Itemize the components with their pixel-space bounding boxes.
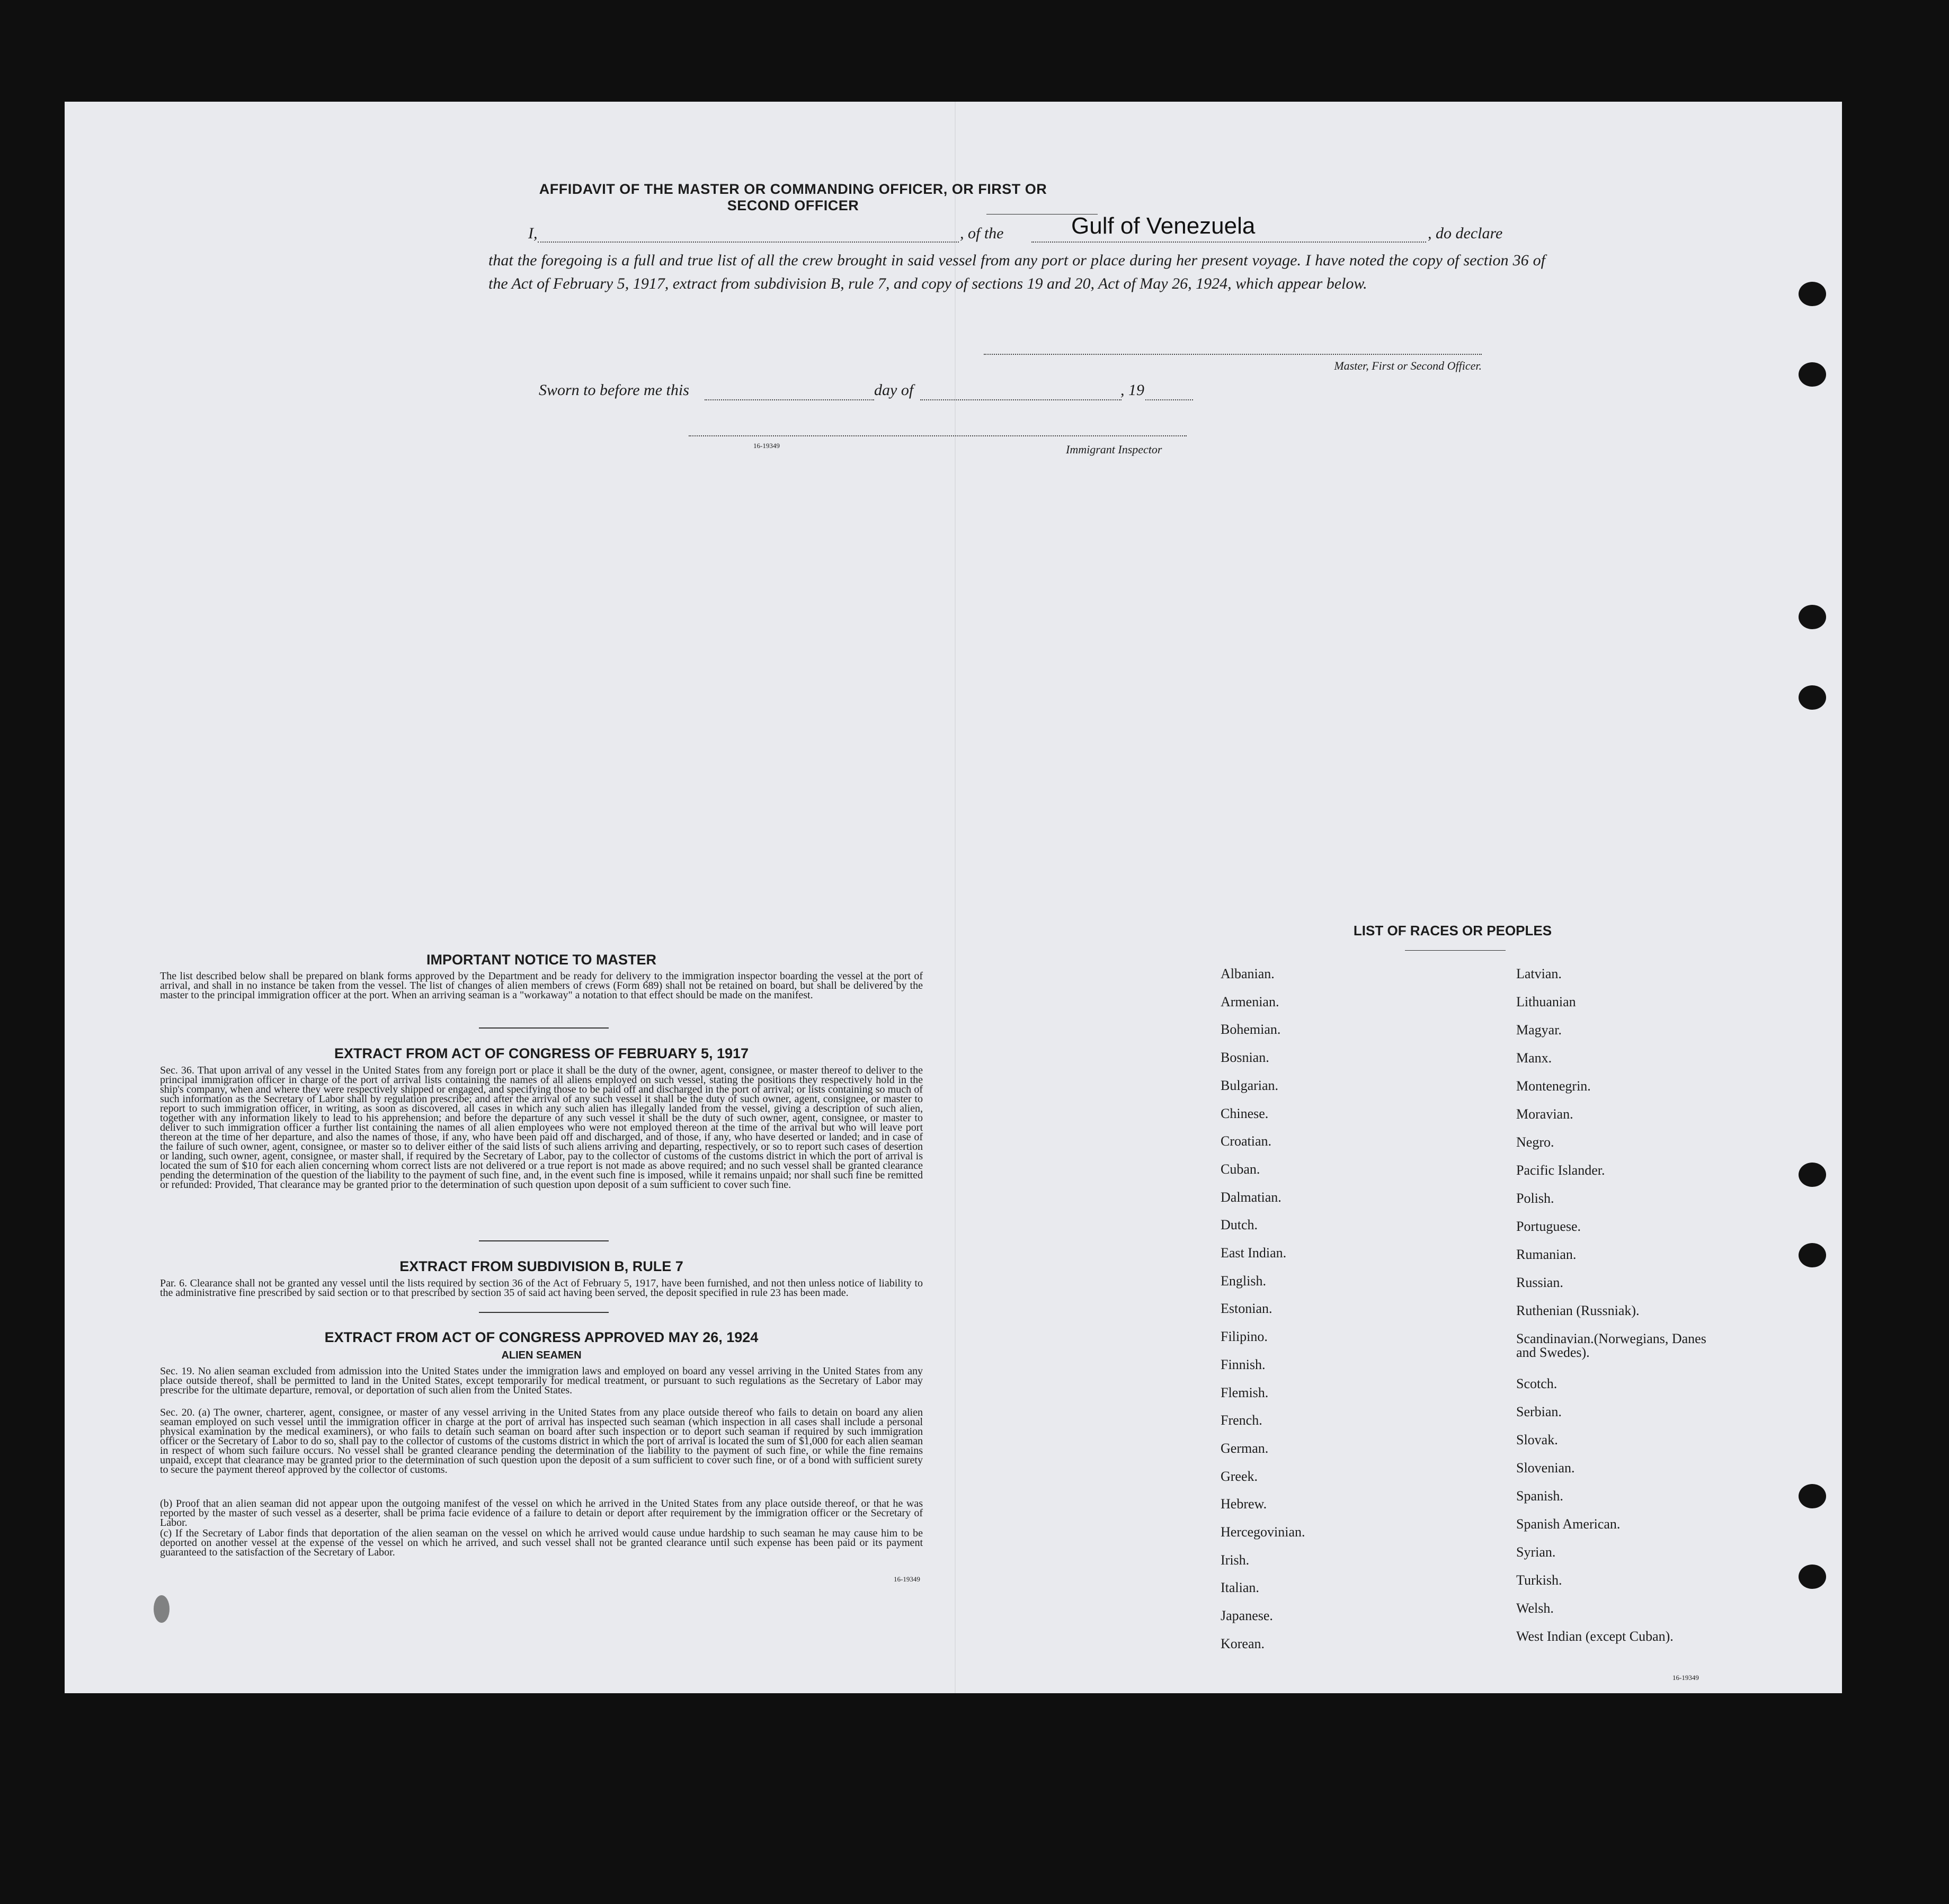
race-item: Syrian. [1516, 1544, 1556, 1560]
extract-1924-sec20b: (b) Proof that an alien seaman did not appear upon the outgoing manifest of the vessel on which he arrived in the United States from any place outside thereof, or that he was reported by the master of such vessel as a deserter, shall be prima facie evidence of a failure to detain or deport after requirement by the immigration officer or the Secretary of Labor. [160, 1498, 923, 1528]
signer-label: Master, First or Second Officer. [1334, 359, 1482, 372]
section-divider [479, 1312, 609, 1313]
race-item: Bohemian. [1221, 1022, 1281, 1038]
race-item: Negro. [1516, 1134, 1554, 1150]
notice-text: The list described below shall be prepared on blank forms approved by the Department and be ready for delivery to the immigration inspector boarding the vessel at the port of arrival, and shall in no instance be taken from the vessel. The list of changes of alien members of crews (Form 689) shall not be retained on board, but shall be delivered by the master to the principal immigration officer at the port. When an arriving seaman is a "workaway" a notation to that effect should be made on the manifest. [160, 970, 923, 1001]
race-item: Irish. [1221, 1552, 1250, 1568]
sworn-day-blank[interactable] [705, 399, 874, 400]
punch-hole [1799, 1565, 1826, 1589]
race-item: Dalmatian. [1221, 1189, 1281, 1205]
race-item: Hebrew. [1221, 1496, 1267, 1512]
race-item: Montenegrin. [1516, 1078, 1591, 1094]
race-item: Russian. [1516, 1275, 1563, 1290]
race-item: Welsh. [1516, 1601, 1554, 1616]
sworn-day-label: day of [874, 381, 914, 399]
form-number: 16-19349 [894, 1575, 920, 1583]
race-item: Latvian. [1516, 966, 1562, 981]
race-item: Moravian. [1516, 1106, 1573, 1122]
race-item: German. [1221, 1440, 1269, 1456]
race-item: Bosnian. [1221, 1050, 1269, 1066]
race-item: Hercegovinian. [1221, 1524, 1305, 1540]
vessel-blank[interactable] [1031, 242, 1426, 243]
races-title: LIST OF RACES OR PEOPLES [1353, 923, 1552, 938]
race-item: Albanian. [1221, 966, 1275, 981]
race-item: Flemish. [1221, 1384, 1269, 1400]
label-do-declare: , do declare [1428, 225, 1503, 242]
race-item: Rumanian. [1516, 1247, 1577, 1262]
extract-1924-sec20a: Sec. 20. (a) The owner, charterer, agent, consignee, or master of any vessel arriving in the United States from any place outside thereof who fails to detain on board any alien seaman employed on such vessel until the immigration officer in charge at the port of arrival has inspected such seaman (which inspection in all cases shall include a personal physical examination by the medical examiners), or who fails to detain such seaman on board after such inspection or to deport such seaman if required by such immigration officer or the Secretary of Labor to do so, shall pay to the collector of customs of the customs district in which the port of arrival is located the sum of $1,000 for each alien seaman in respect of whom such failure occurs. No vessel shall be granted clearance pending the determination of the liability to the payment of such fine, or while the fine remains unpaid, except that clearance may be granted prior to the determination of such question upon the deposit of a sum sufficient to cover such fine, or of a bond with sufficient surety to secure the payment thereof approved by the collector of customs. [160, 1407, 923, 1476]
punch-hole [1799, 685, 1826, 710]
notice-title: IMPORTANT NOTICE TO MASTER [426, 952, 656, 968]
race-item: Estonian. [1221, 1301, 1272, 1317]
race-item: Bulgarian. [1221, 1077, 1279, 1093]
extract-1924-sec20c: (c) If the Secretary of Labor finds that deportation of the alien seaman on the vessel on which he arrived would cause undue hardship to such seaman he may cause him to be deported on another vessel at the expense of the vessel on which he arrived, and such vessel shall not be granted clearance until such expense has been paid or its payment guaranteed to the satisfaction of the Secretary of Labor. [160, 1527, 923, 1558]
form-number: 16-19349 [1672, 1674, 1699, 1682]
race-item: Scotch. [1516, 1376, 1558, 1391]
extract-1924-sec19: Sec. 19. No alien seaman excluded from admission into the United States under the immigration laws and employed on board any vessel arriving in the United States from any place outside thereof, shall be permitted to land in the United States, except temporarily for medical treatment, or pursuant to such regulations as the Secretary of Labor may prescribe for the ultimate departure, removal, or deportation of such alien from the United States. [160, 1365, 923, 1396]
race-item: Dutch. [1221, 1217, 1258, 1233]
race-item: West Indian (except Cuban). [1516, 1629, 1674, 1644]
punch-hole [1799, 282, 1826, 306]
sworn-year-label: , 19 [1120, 381, 1144, 399]
extract-1924-title: EXTRACT FROM ACT OF CONGRESS APPROVED MAY 26, 1924 [324, 1329, 759, 1345]
race-item: Magyar. [1516, 1022, 1562, 1038]
race-item: Filipino. [1221, 1329, 1268, 1345]
section-divider [479, 1027, 609, 1029]
inspector-signature-line[interactable] [689, 435, 1187, 436]
race-item: English. [1221, 1273, 1266, 1289]
affidavit-body: that the foregoing is a full and true list of all the crew brought in said vessel from any port or place during her present voyage. I have noted the copy of section 36 of the Act of February 5, 1917, extract from subdivision B, rule 7, and copy of sections 19 and 20, Act of May 26, 1924, which appear below. [488, 252, 1545, 292]
declaration-line [528, 222, 1545, 246]
extract-1917-title: EXTRACT FROM ACT OF CONGRESS OF FEBRUARY 5, 1917 [334, 1045, 749, 1061]
label-of-the: , of the [960, 225, 1004, 242]
race-item: Turkish. [1516, 1572, 1562, 1588]
race-item: Portuguese. [1516, 1219, 1581, 1234]
race-item: Spanish American. [1516, 1516, 1621, 1532]
inspector-label: Immigrant Inspector [1066, 443, 1162, 456]
race-item: Serbian. [1516, 1404, 1562, 1419]
race-item: Croatian. [1221, 1133, 1272, 1149]
race-item: Pacific Islander. [1516, 1163, 1605, 1178]
extract-1924-subtitle: ALIEN SEAMEN [501, 1349, 582, 1361]
page-fold [955, 102, 956, 1693]
punch-hole [1799, 1243, 1826, 1267]
race-item: Italian. [1221, 1580, 1259, 1596]
punch-hole [1799, 1484, 1826, 1508]
race-item: Polish. [1516, 1191, 1554, 1206]
races-title-underline [1405, 950, 1506, 951]
race-item: Slovenian. [1516, 1460, 1575, 1476]
race-item: Cuban. [1221, 1161, 1260, 1177]
sworn-prefix: Sworn to before me this [539, 381, 689, 399]
vessel-name: Gulf of Venezuela [1071, 213, 1256, 239]
race-item: Spanish. [1516, 1488, 1563, 1504]
race-item: Ruthenian (Russniak). [1516, 1303, 1640, 1318]
punch-hole [1799, 605, 1826, 629]
document-page [65, 102, 1842, 1693]
section-divider [479, 1240, 609, 1241]
sworn-month-blank[interactable] [920, 399, 1122, 400]
race-item: Greek. [1221, 1468, 1258, 1484]
race-item: East Indian. [1221, 1245, 1287, 1261]
punch-hole [1799, 1163, 1826, 1187]
race-item: Manx. [1516, 1050, 1552, 1066]
race-item: Chinese. [1221, 1105, 1269, 1121]
affidavit-title: AFFIDAVIT OF THE MASTER OR COMMANDING OFFICER, OR FIRST OR SECOND OFFICER [539, 181, 1047, 213]
ink-smudge [154, 1595, 170, 1623]
race-item: Slovak. [1516, 1432, 1558, 1447]
race-item: Scandinavian.(Norwegians, Danes and Swedes). [1516, 1331, 1706, 1360]
race-item: Japanese. [1221, 1608, 1273, 1624]
name-blank[interactable] [538, 242, 959, 243]
race-item: Korean. [1221, 1635, 1265, 1651]
extract-rule7-title: EXTRACT FROM SUBDIVISION B, RULE 7 [399, 1258, 683, 1274]
extract-rule7-text: Par. 6. Clearance shall not be granted any vessel until the lists required by section 36 of the Act of February 5, 1917, have been furnished, and not then unless notice of liability to the administrative fine prescribed by said section or to that prescribed by section 35 of said act having been served, the deposit specified in rule 23 has been made. [160, 1277, 923, 1299]
form-number: 16-19349 [753, 442, 780, 450]
master-signature-line[interactable] [984, 354, 1482, 355]
extract-1917-text: Sec. 36. That upon arrival of any vessel in the United States from any foreign port or place it shall be the duty of the owner, agent, consignee, or master thereof to deliver to the principal immigration officer in charge of the port of arrival lists containing the names of all aliens employed on such vessel, stating the positions they respectively hold in the ship's company, when and where they were respectively shipped or engaged, and specifying those to be paid off and discharged in the port of arrival; or lists containing so much of such information as the Secretary of Labor shall by regulation prescribe; and after the arrival of any such vessel it shall be the duty of such owner, agent, consignee, or master to report to such immigration officer, in writing, as soon as discovered, all cases in which any such alien has illegally landed from the vessel, giving a description of such alien, together with any information likely to lead to his apprehension; and before the departure of any such vessel it shall be the duty of such owner, agent, consignee, or master to deliver to such immigration officer a further list containing the names of all alien employees who were not employed thereon at the time of the arrival but who will leave port thereon at the time of her departure, and also the names of those, if any, who have been paid off and discharged, and of those, if any, who have deserted or landed; and in case of the failure of such owner, agent, consignee, or master so to deliver either of the said lists of such aliens arriving and departing, respectively, or so to report such cases of desertion or landing, such owner, agent, consignee, or master shall, if required by the Secretary of Labor, pay to the collector of customs of the customs district in which the port of arrival is located the sum of $10 for each alien concerning whom correct lists are not delivered or a true report is not made as above required; and no such vessel shall be granted clearance pending the determination of the question of the liability to the payment of such fine, and, in the event such fine is imposed, while it remains unpaid; nor shall such fine be remitted or refunded: Provided, That clearance may be granted prior to the determination of such question upon deposit of a sum sufficient to cover such fine. [160, 1065, 923, 1191]
race-item: French. [1221, 1413, 1262, 1428]
race-item: Finnish. [1221, 1356, 1266, 1372]
punch-hole [1799, 362, 1826, 387]
race-item: Lithuanian [1516, 994, 1576, 1009]
race-item: Armenian. [1221, 994, 1279, 1009]
sworn-year-blank[interactable] [1145, 399, 1193, 400]
label-i: I, [528, 225, 538, 242]
